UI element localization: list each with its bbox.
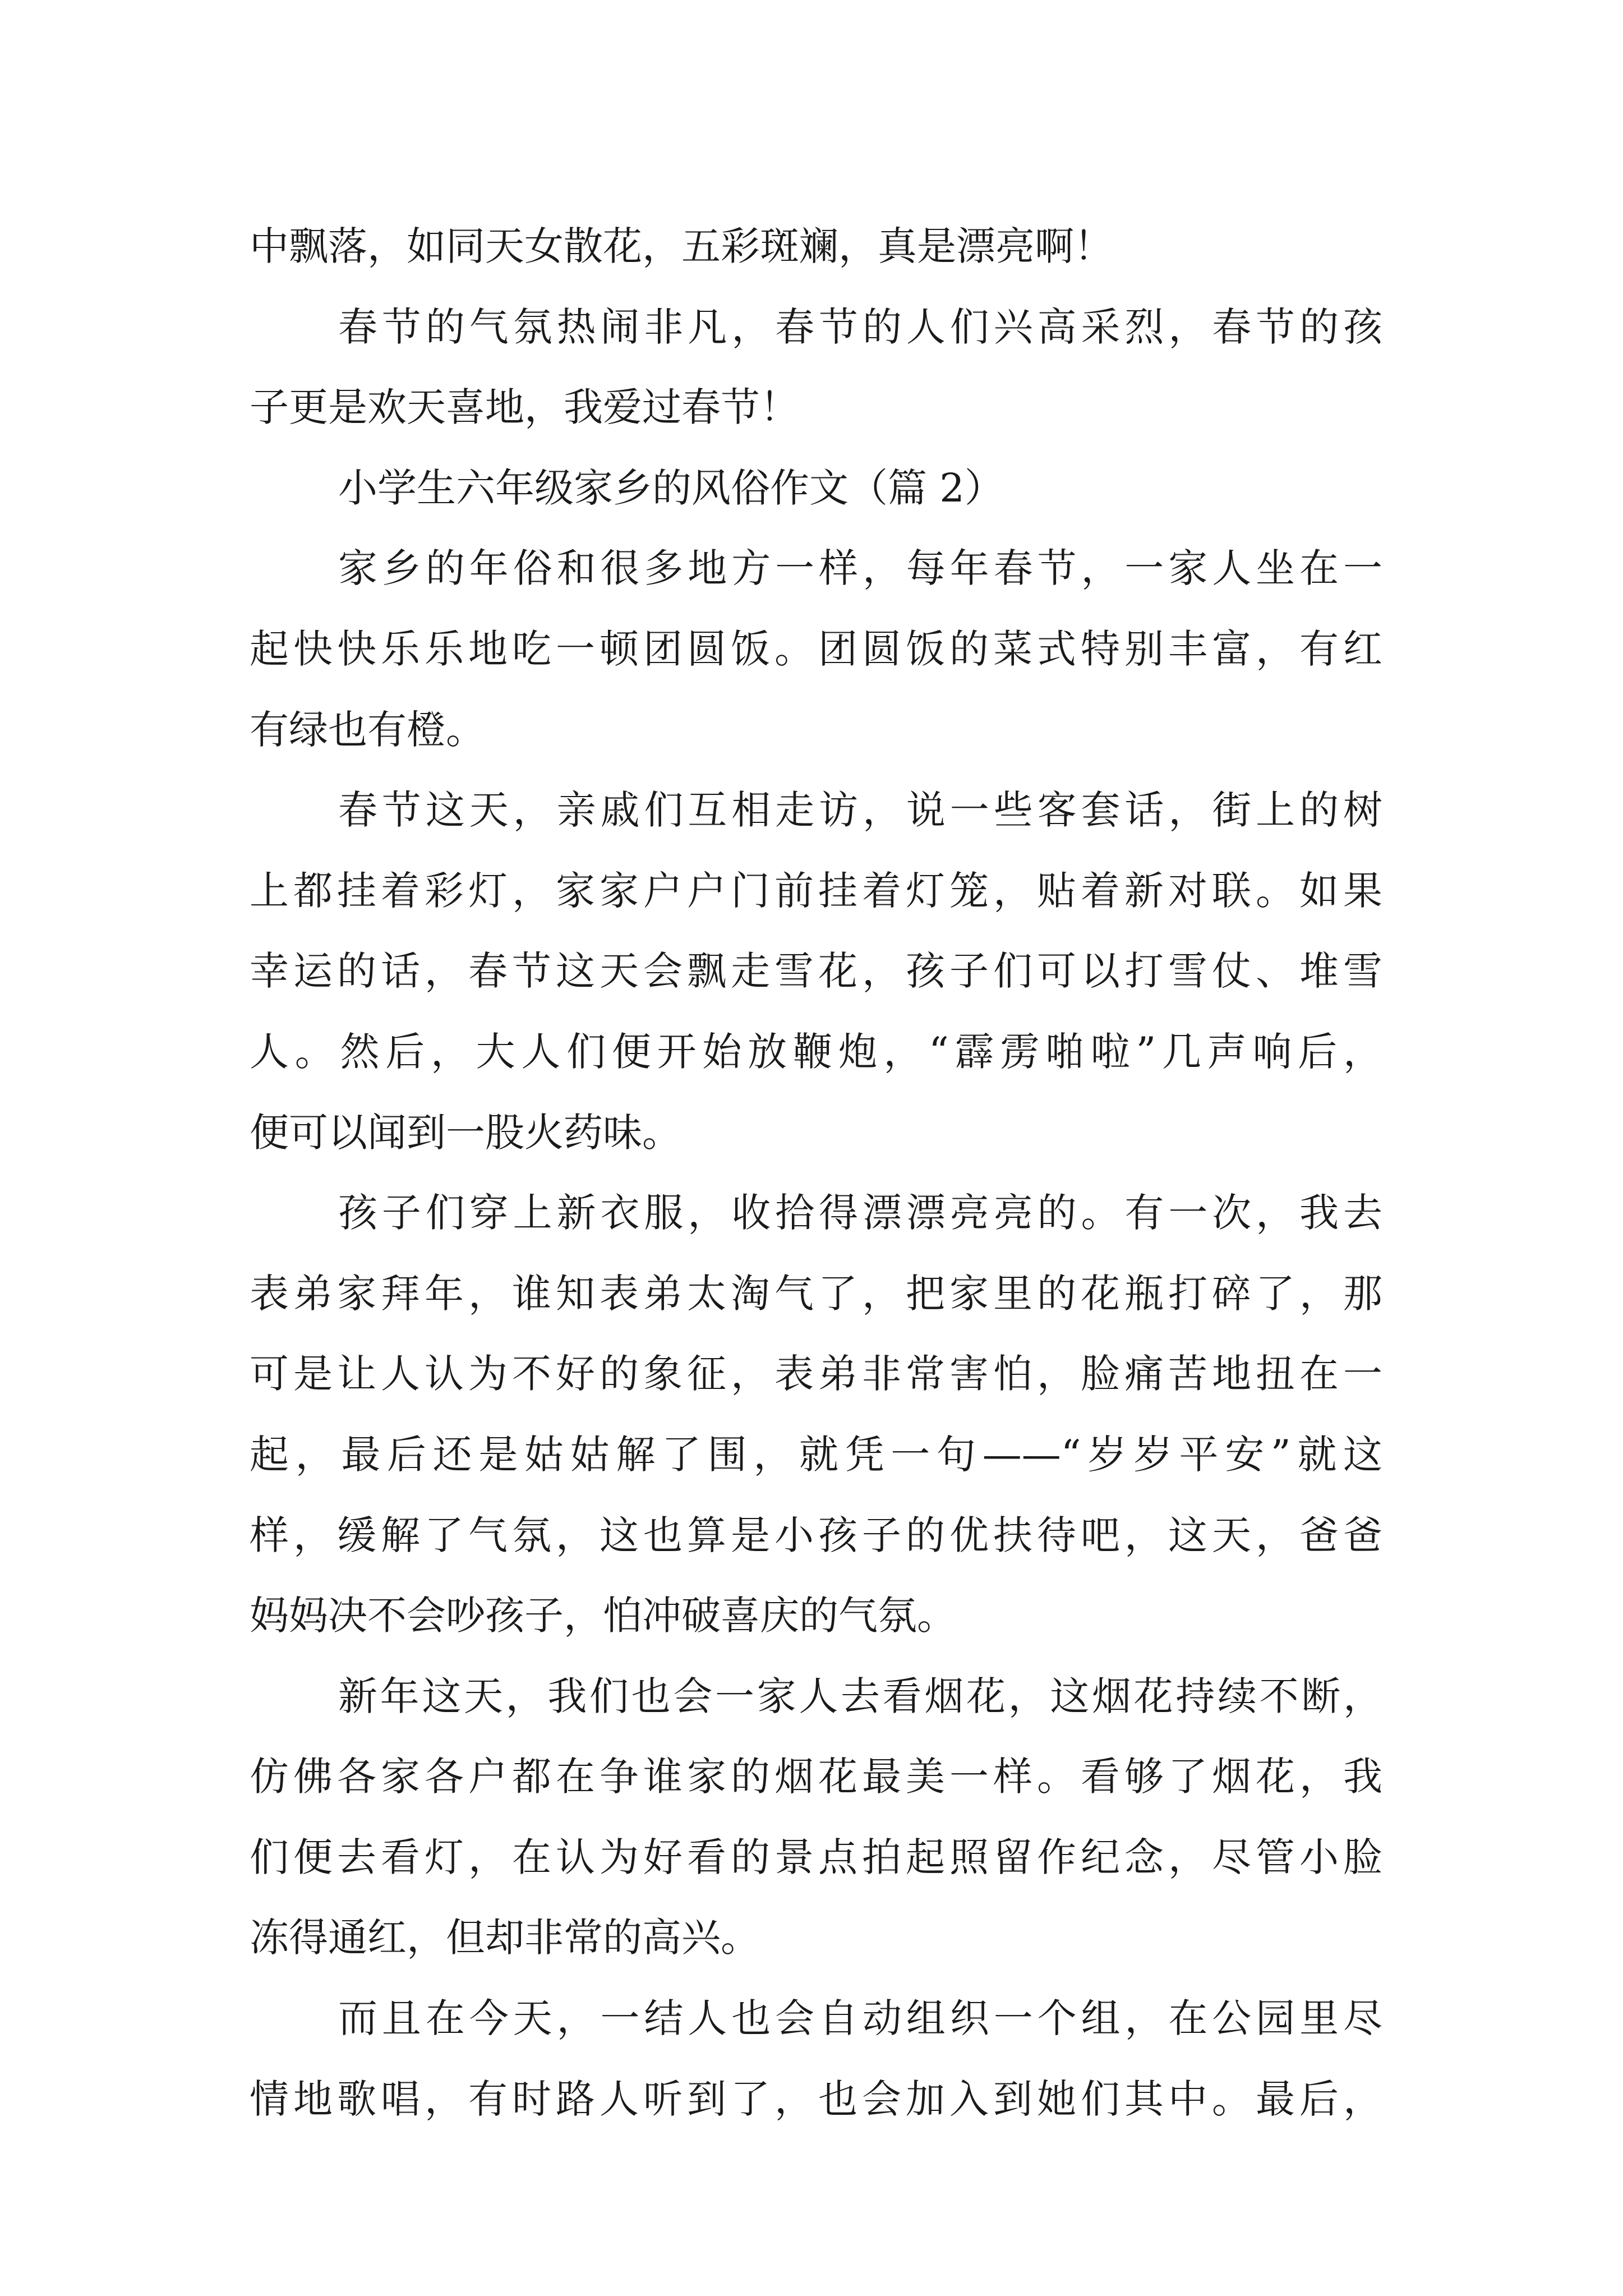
text-line: 表弟家拜年，谁知表弟太淘气了，把家里的花瓶打碎了，那 xyxy=(250,1270,1382,1317)
text-line: 新年这天，我们也会一家人去看烟花，这烟花持续不断， xyxy=(338,1673,1382,1719)
text-line: 人。然后，大人们便开始放鞭炮，“霹雳啪啦”几声响后， xyxy=(250,1028,1382,1075)
text-line: 有绿也有橙。 xyxy=(250,706,485,753)
body-text xyxy=(250,206,1382,2139)
text-line: 幸运的话，春节这天会飘走雪花，孩子们可以打雪仗、堆雪 xyxy=(250,948,1382,995)
text-line: 妈妈决不会吵孩子，怕冲破喜庆的气氛。 xyxy=(250,1593,956,1639)
text-line: 而且在今天，一结人也会自动组织一个组，在公园里尽 xyxy=(338,1995,1382,2042)
text-line: 孩子们穿上新衣服，收拾得漂漂亮亮的。有一次，我去 xyxy=(338,1190,1382,1236)
text-line: 春节的气氛热闹非凡，春节的人们兴高采烈，春节的孩 xyxy=(338,303,1382,350)
text-line: 起快快乐乐地吃一顿团圆饭。团圆饭的菜式特别丰富，有红 xyxy=(250,625,1382,672)
text-line: 样，缓解了气氛，这也算是小孩子的优扶待吧，这天，爸爸 xyxy=(250,1512,1382,1558)
text-line: 中飘落，如同天女散花，五彩斑斓，真是漂亮啊！ xyxy=(250,223,1113,269)
text-line: 情地歌唱，有时路人听到了，也会加入到她们其中。最后， xyxy=(250,2076,1382,2122)
text-line: 起，最后还是姑姑解了围，就凭一句——“岁岁平安”就这 xyxy=(250,1431,1382,1478)
text-line: 上都挂着彩灯，家家户户门前挂着灯笼，贴着新对联。如果 xyxy=(250,867,1382,914)
text-line: 可是让人认为不好的象征，表弟非常害怕，脸痛苦地扭在一 xyxy=(250,1351,1382,1397)
text-line: 子更是欢天喜地，我爱过春节！ xyxy=(250,384,799,431)
text-line: 春节这天，亲戚们互相走访，说一些客套话，街上的树 xyxy=(338,787,1382,834)
text-line: 家乡的年俗和很多地方一样，每年春节，一家人坐在一 xyxy=(338,545,1382,592)
text-line: 们便去看灯，在认为好看的景点拍起照留作纪念，尽管小脸 xyxy=(250,1834,1382,1880)
text-line: 便可以闻到一股火药味。 xyxy=(250,1109,681,1156)
text-line: 仿佛各家各户都在争谁家的烟花最美一样。看够了烟花，我 xyxy=(250,1754,1382,1800)
section-heading: 小学生六年级家乡的风俗作文（篇 2） xyxy=(338,464,1004,511)
text-line: 冻得通红，但却非常的高兴。 xyxy=(250,1915,760,1961)
